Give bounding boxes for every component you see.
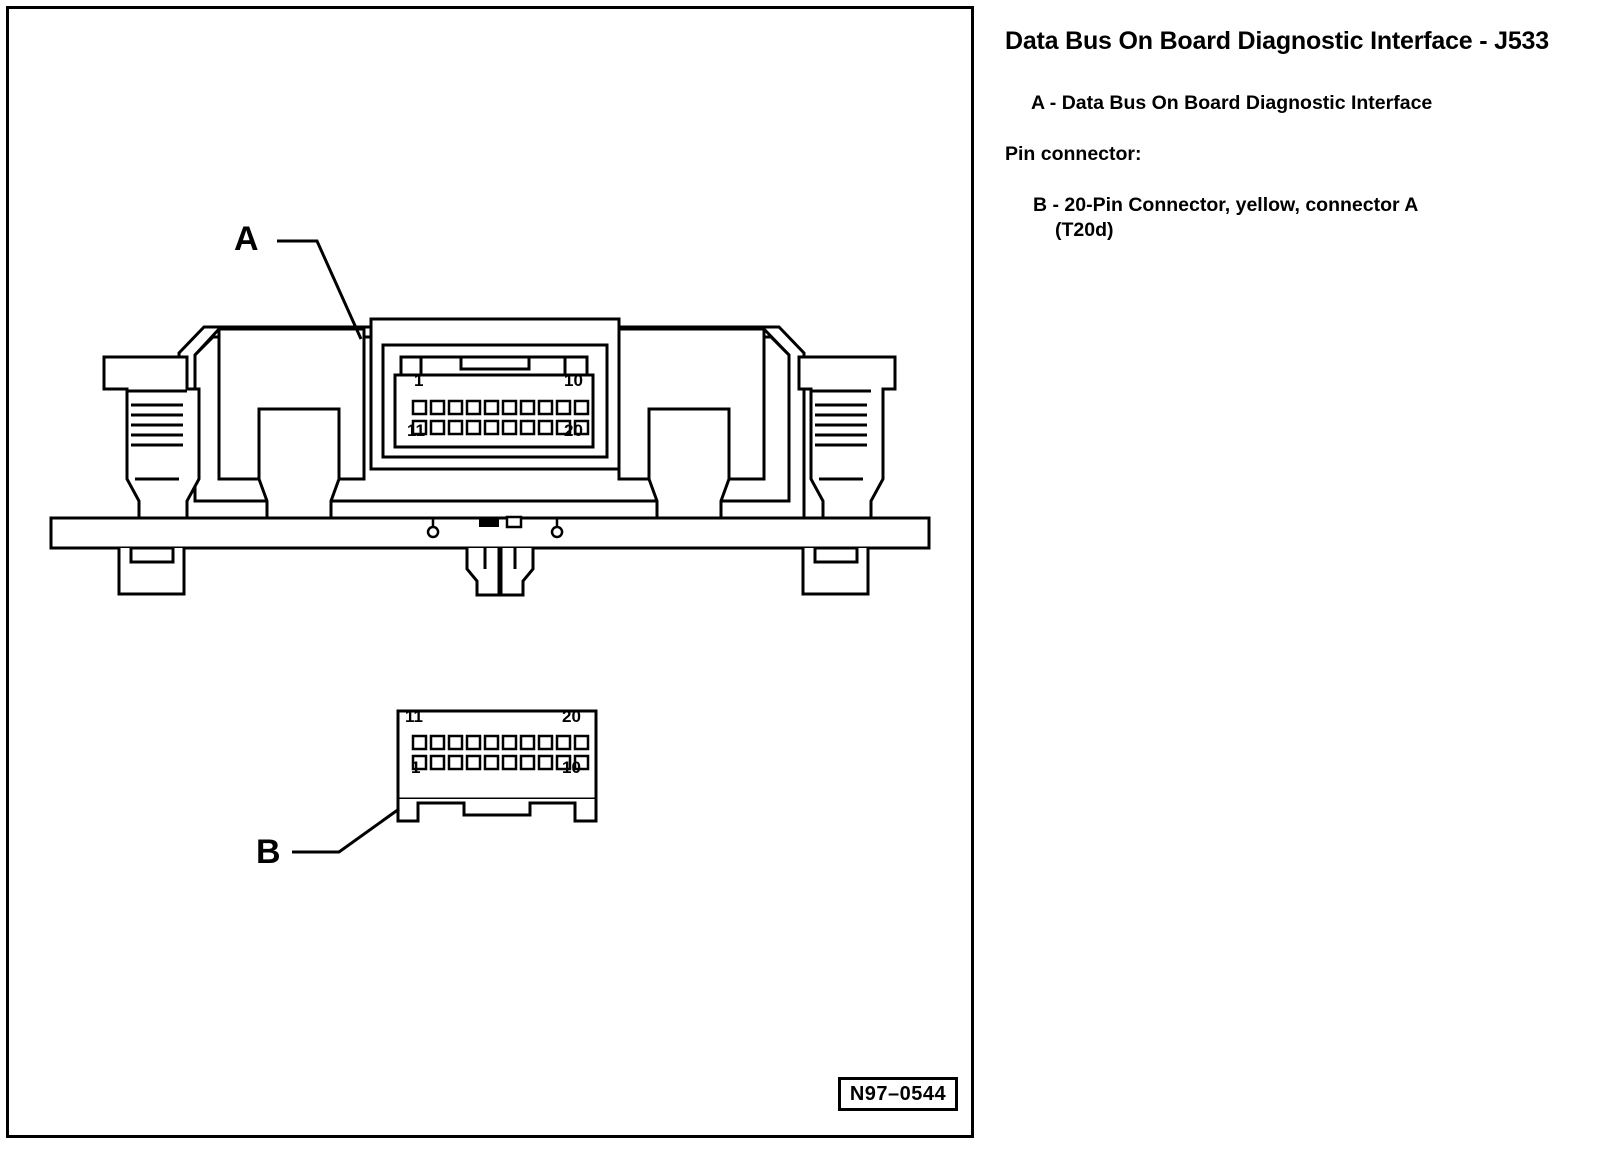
pin-number-top-right: 10 [564, 371, 583, 390]
connector-block-top [371, 319, 619, 469]
connector-b-pin-number-bottom-right: 10 [562, 758, 581, 777]
legend-item-b [1005, 193, 1585, 243]
pin-number-top-left: 1 [414, 371, 424, 390]
legend-item-a: A - Data Bus On Board Diagnostic Interface [1031, 92, 1433, 115]
legend-item-pin-connector-heading: Pin connector: [1005, 143, 1142, 166]
legend-item-b-line2: (T20d) [1055, 219, 1114, 242]
pin-number-bottom-right: 20 [564, 421, 583, 440]
legend-column [1005, 26, 1585, 269]
figure-id-text: N97–0544 [849, 1082, 947, 1105]
connector-b-pin-number-top-right: 20 [562, 707, 581, 726]
callout-a-leader [277, 241, 361, 339]
figure-panel [6, 6, 974, 1138]
center-latch [467, 548, 533, 595]
connector-b-pin-number-bottom-left: 1 [411, 758, 421, 777]
callout-label-b: B [256, 833, 281, 871]
connector-b-pin-number-top-left: 11 [405, 707, 423, 726]
figure-id-badge [838, 1077, 958, 1111]
callout-b-leader [292, 809, 399, 852]
mounting-clip-right [799, 357, 895, 594]
figure-title: Data Bus On Board Diagnostic Interface - J533 [1005, 27, 1549, 55]
legend-item-b-line1: B - 20-Pin Connector, yellow, connector A [1033, 194, 1419, 217]
component-drawing [9, 9, 971, 1135]
callout-label-a: A [234, 220, 259, 258]
pin-number-bottom-left: 11 [407, 421, 425, 440]
mounting-clip-left [104, 357, 199, 594]
